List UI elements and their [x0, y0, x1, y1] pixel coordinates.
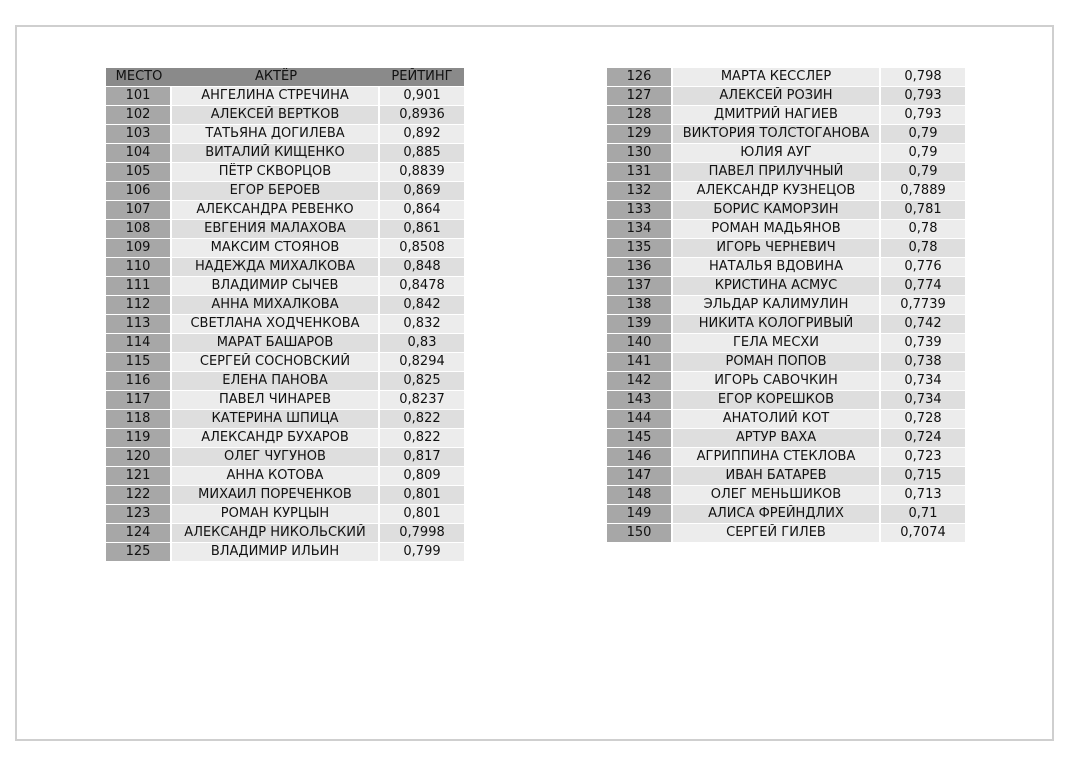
place-cell: 141	[607, 353, 673, 372]
place-cell: 114	[106, 334, 172, 353]
place-cell: 103	[106, 125, 172, 144]
place-cell: 139	[607, 315, 673, 334]
actor-name-cell: РОМАН ПОПОВ	[673, 353, 881, 372]
place-cell: 101	[106, 87, 172, 106]
table-row	[607, 448, 965, 467]
table-row	[106, 448, 464, 467]
actor-name-cell: АЛЕКСЕЙ ВЕРТКОВ	[172, 106, 380, 125]
place-cell: 148	[607, 486, 673, 505]
rating-table-left-body	[106, 87, 464, 562]
actor-name-cell: ИГОРЬ ЧЕРНЕВИЧ	[673, 239, 881, 258]
table-row	[106, 296, 464, 315]
rating-cell: 0,822	[380, 410, 464, 429]
place-cell: 120	[106, 448, 172, 467]
table-row	[607, 220, 965, 239]
actor-name-cell: ТАТЬЯНА ДОГИЛЕВА	[172, 125, 380, 144]
actor-name-cell: ЕВГЕНИЯ МАЛАХОВА	[172, 220, 380, 239]
actor-name-cell: НАТАЛЬЯ ВДОВИНА	[673, 258, 881, 277]
place-cell: 134	[607, 220, 673, 239]
place-cell: 123	[106, 505, 172, 524]
rating-cell: 0,79	[881, 144, 965, 163]
actor-name-cell: МАКСИМ СТОЯНОВ	[172, 239, 380, 258]
place-cell: 138	[607, 296, 673, 315]
actor-name-cell: ЕГОР КОРЕШКОВ	[673, 391, 881, 410]
table-row	[106, 239, 464, 258]
actor-name-cell: ЕГОР БЕРОЕВ	[172, 182, 380, 201]
rating-cell: 0,793	[881, 87, 965, 106]
place-cell: 147	[607, 467, 673, 486]
place-cell: 125	[106, 543, 172, 562]
actor-name-cell: АНАТОЛИЙ КОТ	[673, 410, 881, 429]
table-row	[106, 505, 464, 524]
header-rating: РЕЙТИНГ	[380, 68, 464, 87]
rating-cell: 0,8508	[380, 239, 464, 258]
rating-cell: 0,723	[881, 448, 965, 467]
table-row	[607, 410, 965, 429]
place-cell: 117	[106, 391, 172, 410]
actor-name-cell: ПЁТР СКВОРЦОВ	[172, 163, 380, 182]
table-row	[106, 524, 464, 543]
actor-name-cell: АРТУР ВАХА	[673, 429, 881, 448]
rating-cell: 0,728	[881, 410, 965, 429]
rating-cell: 0,892	[380, 125, 464, 144]
table-row	[607, 505, 965, 524]
place-cell: 104	[106, 144, 172, 163]
place-cell: 140	[607, 334, 673, 353]
rating-cell: 0,734	[881, 372, 965, 391]
actor-name-cell: ПАВЕЛ ЧИНАРЕВ	[172, 391, 380, 410]
actor-name-cell: ВИКТОРИЯ ТОЛСТОГАНОВА	[673, 125, 881, 144]
actor-name-cell: ОЛЕГ МЕНЬШИКОВ	[673, 486, 881, 505]
actor-name-cell: МИХАИЛ ПОРЕЧЕНКОВ	[172, 486, 380, 505]
actor-name-cell: АННА КОТОВА	[172, 467, 380, 486]
table-row	[607, 296, 965, 315]
actor-name-cell: АЛИСА ФРЕЙНДЛИХ	[673, 505, 881, 524]
table-header-row	[106, 68, 464, 87]
header-actor: АКТЁР	[172, 68, 380, 87]
rating-cell: 0,734	[881, 391, 965, 410]
table-row	[106, 258, 464, 277]
place-cell: 137	[607, 277, 673, 296]
rating-cell: 0,809	[380, 467, 464, 486]
rating-cell: 0,781	[881, 201, 965, 220]
place-cell: 108	[106, 220, 172, 239]
rating-cell: 0,7998	[380, 524, 464, 543]
table-row	[607, 429, 965, 448]
actor-name-cell: ИВАН БАТАРЕВ	[673, 467, 881, 486]
rating-table-left	[106, 68, 464, 562]
place-cell: 111	[106, 277, 172, 296]
rating-cell: 0,742	[881, 315, 965, 334]
rating-table-right	[607, 68, 965, 543]
rating-cell: 0,78	[881, 239, 965, 258]
table-row	[607, 277, 965, 296]
rating-cell: 0,842	[380, 296, 464, 315]
table-row	[607, 353, 965, 372]
actor-name-cell: ВИТАЛИЙ КИЩЕНКО	[172, 144, 380, 163]
rating-cell: 0,79	[881, 125, 965, 144]
rating-cell: 0,7739	[881, 296, 965, 315]
place-cell: 127	[607, 87, 673, 106]
actor-name-cell: НИКИТА КОЛОГРИВЫЙ	[673, 315, 881, 334]
place-cell: 107	[106, 201, 172, 220]
rating-cell: 0,901	[380, 87, 464, 106]
rating-cell: 0,738	[881, 353, 965, 372]
actor-name-cell: БОРИС КАМОРЗИН	[673, 201, 881, 220]
place-cell: 145	[607, 429, 673, 448]
table-row	[607, 524, 965, 543]
table-row	[106, 277, 464, 296]
table-row	[607, 68, 965, 87]
actor-name-cell: ЕЛЕНА ПАНОВА	[172, 372, 380, 391]
place-cell: 136	[607, 258, 673, 277]
rating-cell: 0,71	[881, 505, 965, 524]
rating-cell: 0,822	[380, 429, 464, 448]
actor-name-cell: МАРАТ БАШАРОВ	[172, 334, 380, 353]
actor-name-cell: АНГЕЛИНА СТРЕЧИНА	[172, 87, 380, 106]
table-row	[106, 315, 464, 334]
rating-cell: 0,861	[380, 220, 464, 239]
rating-cell: 0,7889	[881, 182, 965, 201]
place-cell: 129	[607, 125, 673, 144]
table-row	[607, 486, 965, 505]
rating-cell: 0,793	[881, 106, 965, 125]
rating-cell: 0,8294	[380, 353, 464, 372]
table-row	[607, 201, 965, 220]
place-cell: 110	[106, 258, 172, 277]
actor-name-cell: ОЛЕГ ЧУГУНОВ	[172, 448, 380, 467]
place-cell: 132	[607, 182, 673, 201]
rating-cell: 0,832	[380, 315, 464, 334]
place-cell: 133	[607, 201, 673, 220]
table-row	[106, 467, 464, 486]
rating-cell: 0,817	[380, 448, 464, 467]
table-row	[607, 334, 965, 353]
place-cell: 119	[106, 429, 172, 448]
table-row	[106, 353, 464, 372]
rating-cell: 0,7074	[881, 524, 965, 543]
table-row	[106, 201, 464, 220]
actor-name-cell: МАРТА КЕССЛЕР	[673, 68, 881, 87]
table-row	[106, 543, 464, 562]
actor-name-cell: АЛЕКСЕЙ РОЗИН	[673, 87, 881, 106]
actor-name-cell: СЕРГЕЙ СОСНОВСКИЙ	[172, 353, 380, 372]
actor-name-cell: ВЛАДИМИР ИЛЬИН	[172, 543, 380, 562]
rating-cell: 0,798	[881, 68, 965, 87]
place-cell: 146	[607, 448, 673, 467]
place-cell: 109	[106, 239, 172, 258]
place-cell: 143	[607, 391, 673, 410]
table-row	[106, 334, 464, 353]
table-row	[106, 410, 464, 429]
header-place: МЕСТО	[106, 68, 172, 87]
rating-cell: 0,848	[380, 258, 464, 277]
rating-cell: 0,825	[380, 372, 464, 391]
place-cell: 126	[607, 68, 673, 87]
actor-name-cell: НАДЕЖДА МИХАЛКОВА	[172, 258, 380, 277]
actor-name-cell: РОМАН МАДЬЯНОВ	[673, 220, 881, 239]
table-row	[607, 391, 965, 410]
actor-name-cell: ПАВЕЛ ПРИЛУЧНЫЙ	[673, 163, 881, 182]
place-cell: 144	[607, 410, 673, 429]
table-row	[106, 486, 464, 505]
table-row	[607, 258, 965, 277]
actor-name-cell: АЛЕКСАНДР КУЗНЕЦОВ	[673, 182, 881, 201]
actor-name-cell: АЛЕКСАНДР НИКОЛЬСКИЙ	[172, 524, 380, 543]
place-cell: 118	[106, 410, 172, 429]
rating-cell: 0,869	[380, 182, 464, 201]
place-cell: 130	[607, 144, 673, 163]
rating-cell: 0,801	[380, 486, 464, 505]
place-cell: 135	[607, 239, 673, 258]
table-row	[607, 372, 965, 391]
table-row	[106, 125, 464, 144]
actor-name-cell: РОМАН КУРЦЫН	[172, 505, 380, 524]
place-cell: 150	[607, 524, 673, 543]
rating-cell: 0,79	[881, 163, 965, 182]
actor-name-cell: АЛЕКСАНДРА РЕВЕНКО	[172, 201, 380, 220]
place-cell: 113	[106, 315, 172, 334]
place-cell: 124	[106, 524, 172, 543]
table-row	[607, 106, 965, 125]
table-row	[607, 239, 965, 258]
actor-name-cell: АННА МИХАЛКОВА	[172, 296, 380, 315]
actor-name-cell: СВЕТЛАНА ХОДЧЕНКОВА	[172, 315, 380, 334]
table-row	[106, 429, 464, 448]
rating-cell: 0,713	[881, 486, 965, 505]
place-cell: 121	[106, 467, 172, 486]
actor-name-cell: КРИСТИНА АСМУС	[673, 277, 881, 296]
table-row	[106, 182, 464, 201]
place-cell: 106	[106, 182, 172, 201]
rating-table-right-body	[607, 68, 965, 543]
rating-cell: 0,78	[881, 220, 965, 239]
table-row	[607, 87, 965, 106]
rating-cell: 0,8478	[380, 277, 464, 296]
rating-cell: 0,83	[380, 334, 464, 353]
place-cell: 131	[607, 163, 673, 182]
place-cell: 105	[106, 163, 172, 182]
rating-cell: 0,864	[380, 201, 464, 220]
actor-name-cell: ВЛАДИМИР СЫЧЕВ	[172, 277, 380, 296]
actor-name-cell: ЭЛЬДАР КАЛИМУЛИН	[673, 296, 881, 315]
place-cell: 102	[106, 106, 172, 125]
table-row	[106, 87, 464, 106]
rating-cell: 0,8936	[380, 106, 464, 125]
actor-name-cell: ГЕЛА МЕСХИ	[673, 334, 881, 353]
place-cell: 116	[106, 372, 172, 391]
table-row	[106, 163, 464, 182]
actor-name-cell: ДМИТРИЙ НАГИЕВ	[673, 106, 881, 125]
actor-name-cell: ИГОРЬ САВОЧКИН	[673, 372, 881, 391]
place-cell: 149	[607, 505, 673, 524]
table-row	[607, 163, 965, 182]
place-cell: 142	[607, 372, 673, 391]
place-cell: 115	[106, 353, 172, 372]
table-row	[607, 182, 965, 201]
rating-cell: 0,774	[881, 277, 965, 296]
actor-name-cell: КАТЕРИНА ШПИЦА	[172, 410, 380, 429]
rating-cell: 0,799	[380, 543, 464, 562]
place-cell: 112	[106, 296, 172, 315]
actor-name-cell: АЛЕКСАНДР БУХАРОВ	[172, 429, 380, 448]
rating-cell: 0,715	[881, 467, 965, 486]
table-row	[607, 144, 965, 163]
table-row	[607, 125, 965, 144]
table-row	[607, 467, 965, 486]
table-row	[106, 372, 464, 391]
table-row	[106, 391, 464, 410]
place-cell: 122	[106, 486, 172, 505]
actor-name-cell: АГРИППИНА СТЕКЛОВА	[673, 448, 881, 467]
table-row	[106, 106, 464, 125]
actor-name-cell: ЮЛИЯ АУГ	[673, 144, 881, 163]
table-row	[106, 144, 464, 163]
rating-cell: 0,8839	[380, 163, 464, 182]
table-row	[607, 315, 965, 334]
rating-cell: 0,724	[881, 429, 965, 448]
place-cell: 128	[607, 106, 673, 125]
rating-cell: 0,739	[881, 334, 965, 353]
table-row	[106, 220, 464, 239]
rating-cell: 0,801	[380, 505, 464, 524]
rating-cell: 0,8237	[380, 391, 464, 410]
rating-cell: 0,776	[881, 258, 965, 277]
rating-cell: 0,885	[380, 144, 464, 163]
actor-name-cell: СЕРГЕЙ ГИЛЕВ	[673, 524, 881, 543]
